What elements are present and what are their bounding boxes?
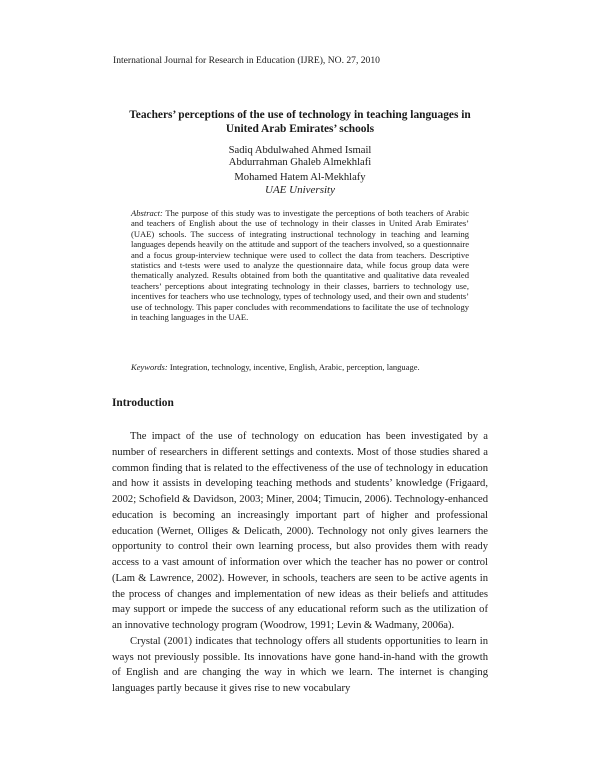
abstract-text: The purpose of this study was to investigate the perceptions of both teachers of Arabic and teachers of English about the use of technology in their classes in United Arab Emirates’ (UAE) schools. The success of integrating instructional technology in teaching and learning languages depends heavily on the attitude and support of the teachers involved, so a questionnaire and a focus group-interview technique were used to collect the data from teachers. Descriptive statistics and t-tests were used to analyze the questionnaire data, while focus group data were thematically analyzed. Results obtained from both the quantitative and qualitative data revealed teachers’ perceptions about integrating technology in their classes, barriers to technology use, incentives for teachers who use technology, types of technology used, and their own and students’ use of technology. This paper concludes with recommendations to facilitate the use of technology in teaching languages in the UAE.: [131, 208, 469, 323]
paragraph: The impact of the use of technology on education has been investigated by a number of researchers in different settings and contexts. Most of those studies shared a common finding that is related to the effectiveness of the use of technology in education and how it assists in developing teaching methods and students’ knowledge (Frigaard, 2002; Schofield & Davidson, 2003; Miner, 2004; Timucin, 2006). Technology-enhanced education is becoming an increasingly important part of higher and professional education (Wernet, Olliges & Delicath, 2000). Technology not only gives learners the opportunity to control their own learning process, but also provides them with ready access to a vast amount of information over which the teacher has no power or control (Lam & Lawrence, 2002). However, in schools, teachers are seen to be active agents in the process of changes and implementation of new ideas as their beliefs and attitudes may support or impede the success of any educational reform such as the utilization of an innovative technology program (Woodrow, 1991; Levin & Wadmany, 2006a).: [112, 431, 488, 631]
author-1: Sadiq Abdulwahed Ahmed Ismail: [228, 145, 372, 156]
body-text: [112, 429, 488, 697]
section-heading: Introduction: [112, 397, 174, 409]
keywords-text: Integration, technology, incentive, English, Arabic, perception, language.: [167, 362, 420, 372]
title-line-2: United Arab Emirates’ schools: [225, 123, 375, 135]
title-line-1: Teachers’ perceptions of the use of technology in teaching languages in: [129, 109, 471, 121]
keywords-label: Keywords:: [131, 362, 168, 372]
affiliation: UAE University: [265, 184, 335, 196]
author-list: [100, 145, 500, 185]
author-2: Abdurrahman Ghaleb Almekhlafi: [228, 157, 372, 169]
abstract-label: Abstract:: [131, 208, 163, 218]
abstract: [131, 208, 469, 322]
paragraph: Crystal (2001) indicates that technology offers all students opportunities to learn in ways not previously possible. Its innovations have gone hand-in-hand with the growth of English and are changing the way in which we learn. The internet is changing languages partly because it gives rise to new vocabulary: [112, 635, 488, 694]
author-3: Mohamed Hatem Al-Mekhlafy: [234, 172, 366, 184]
keywords: [131, 362, 481, 372]
journal-header: International Journal for Research in Education (IJRE), NO. 27, 2010: [113, 55, 380, 66]
paper-title: [100, 108, 500, 136]
